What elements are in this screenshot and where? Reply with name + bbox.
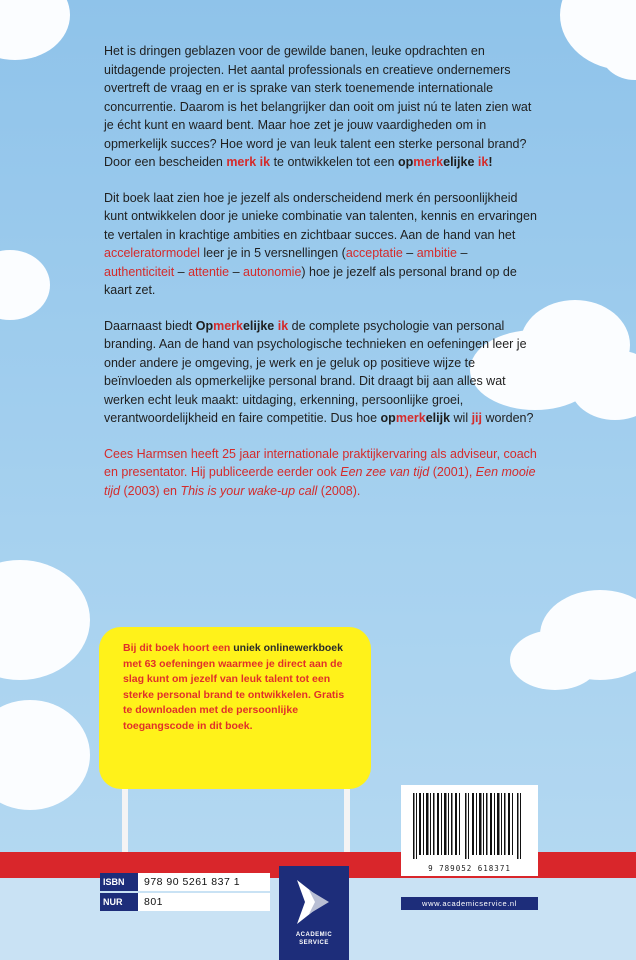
barcode-bars <box>401 785 538 876</box>
nur-label: NUR <box>100 893 138 911</box>
isbn-row <box>100 873 270 891</box>
online-workbook-callout: Bij dit boek hoort een uniek onlinewerkboek met 63 oefeningen waarmee je direct aan de slag kunt om jezelf van leuk talent tot een sterke personal brand te ontwikkelen. Gratis te downloaden met de persoonlijke toegangscode in dit boek. <box>99 627 371 789</box>
barcode <box>401 785 538 876</box>
back-cover-text <box>104 42 540 517</box>
psychology-paragraph: Daarnaast biedt Opmerkelijke ik de complete psychologie van personal branding. Aan de hand van psychologische technieken en oefeningen leer je onder andere je omgeving, je werk en je geluk op positieve wijze te beïnvloeden als opmerkelijke personal brand. Dit draagt bij aan alles wat werken echt leuk maakt: uitdaging, erkenning, persoonlijke groei, verantwoordelijkheid en faire competitie. Dus hoe opmerkelijk wil jij worden? <box>104 318 534 425</box>
publisher-name-line1: ACADEMIC <box>295 932 333 938</box>
publisher-website: www.academicservice.nl <box>401 897 538 910</box>
barcode-number: 9 789052 618371 <box>428 864 511 873</box>
intro-paragraph: Het is dringen geblazen voor de gewilde banen, leuke opdrachten en uitdagende projecten. Het aantal professionals en creatieve ondernemers overtreft de vraag en er is sprake van sterk toenemende internationale concurrentie. Daarom is het belangrijker dan ooit om juist nú te laten zien wat je écht kunt en waard bent. Maar hoe zet je jouw vaardigheden om in opmerkelijk succes? Hoe word je van leuk talent een sterke personal brand? Door een bescheiden merk ik te ontwikkelen tot een opmerkelijke ik! <box>104 44 532 169</box>
publisher-name-line2: SERVICE <box>299 940 329 946</box>
nur-value: 801 <box>138 893 270 911</box>
isbn-value: 978 90 5261 837 1 <box>138 873 270 891</box>
nur-row <box>100 893 270 911</box>
author-bio: Cees Harmsen heeft 25 jaar internationale praktijkervaring als adviseur, coach en presentator. Hij publiceerde eerder ook Een zee van tijd (2001), Een mooie tijd (2003) en This is your wake-up call (2008). <box>104 446 537 498</box>
arrow-chevron-icon <box>279 872 349 932</box>
isbn-label: ISBN <box>100 873 138 891</box>
model-paragraph: Dit boek laat zien hoe je jezelf als onderscheidend merk én persoonlijkheid kunt ontwikkelen door je unieke combinatie van talenten, kennis en ervaringen te vertalen in krachtige ambities en zichtbaar succes. Aan de hand van het acceleratormodel leer je in 5 versnellingen (acceptatie – ambitie – authenticiteit – attentie – autonomie) hoe je jezelf als personal brand op de kaart zet. <box>104 190 537 297</box>
publisher-logo <box>279 866 349 960</box>
